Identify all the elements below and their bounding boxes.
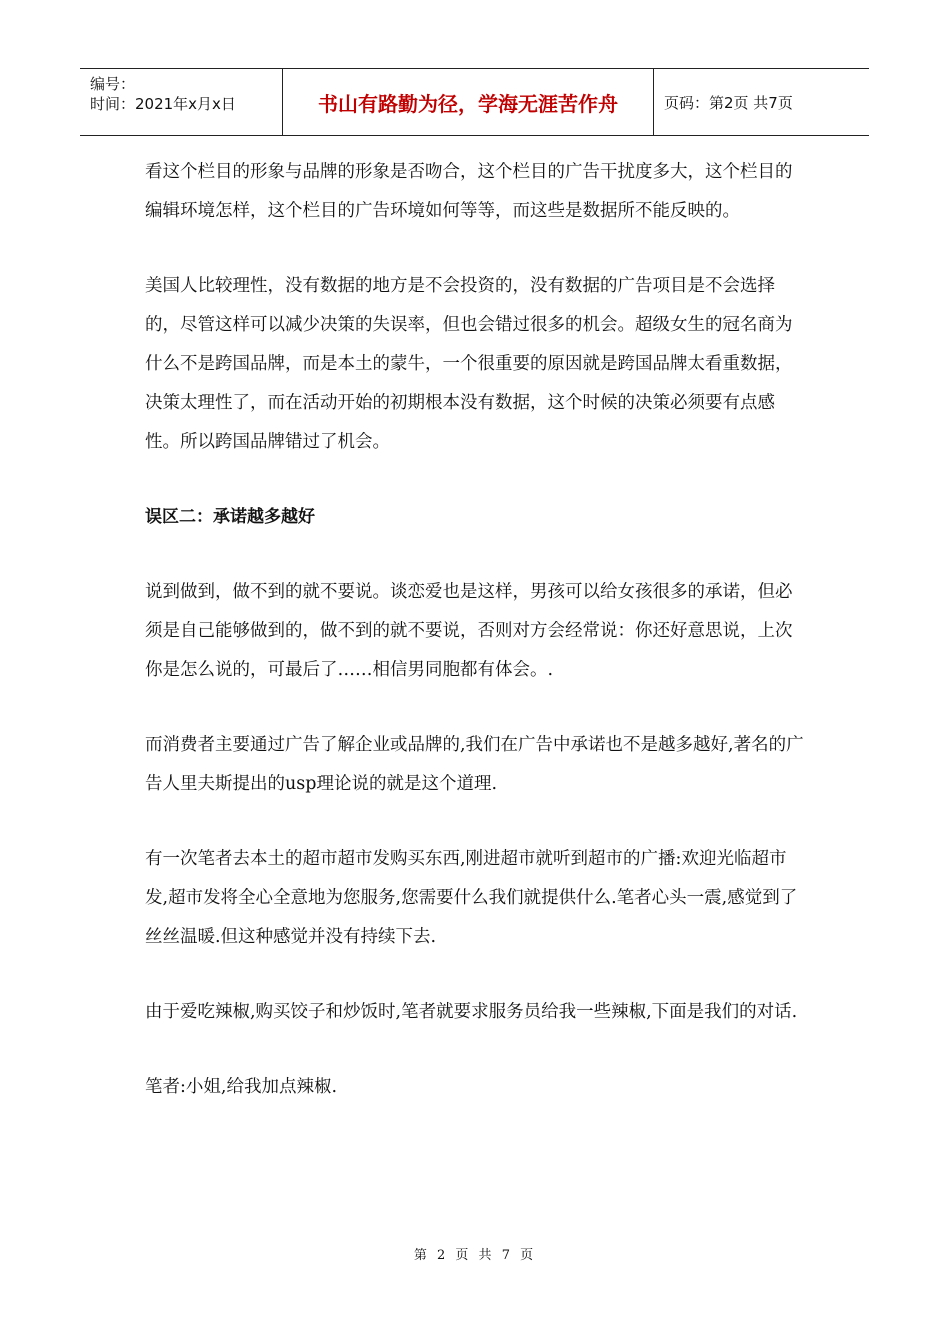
- body-paragraph: 看这个栏目的形象与品牌的形象是否吻合，这个栏目的广告干扰度多大，这个栏目的编辑环境怎样，这个栏目的广告环境如何等等，而这些是数据所不能反映的。: [145, 162, 793, 221]
- page-header: [80, 68, 869, 136]
- document-number-label: 编号：: [90, 75, 136, 93]
- body-paragraph: 而消费者主要通过广告了解企业或品牌的,我们在广告中承诺也不是越多越好,著名的广告人里夫斯提出的usp理论说的就是这个道理.: [145, 735, 804, 794]
- section-heading: 误区二：承诺越多越好: [145, 507, 315, 527]
- header-meta: [80, 69, 282, 135]
- body-paragraph: 说到做到，做不到的就不要说。谈恋爱也是这样，男孩可以给女孩很多的承诺，但必须是自己能够做到的，做不到的就不要说，否则对方会经常说：你还好意思说，上次你是怎么说的，可最后了……相信男同胞都有体会。.: [145, 582, 793, 680]
- body-paragraph: 美国人比较理性，没有数据的地方是不会投资的，没有数据的广告项目是不会选择的，尽管这样可以减少决策的失误率，但也会错过很多的机会。超级女生的冠名商为什么不是跨国品牌，而是本土的蒙牛，一个很重要的原因就是跨国品牌太看重数据，决策太理性了，而在活动开始的初期根本没有数据，这个时候的决策必须要有点感性。所以跨国品牌错过了机会。: [145, 276, 793, 452]
- header-motto: 书山有路勤为径，学海无涯苦作舟: [282, 69, 654, 135]
- body-paragraph: 有一次笔者去本土的超市超市发购买东西,刚进超市就听到超市的广播:欢迎光临超市发,超市发将全心全意地为您服务,您需要什么我们就提供什么.笔者心头一震,感觉到了丝丝温暖.但这种感觉并没有持续下去.: [145, 849, 798, 947]
- document-date: 时间：2021年x月x日: [90, 95, 236, 113]
- page-footer: 第 2 页 共 7 页: [413, 1248, 537, 1263]
- body-paragraph: 笔者:小姐,给我加点辣椒.: [145, 1077, 338, 1097]
- header-page-code: 页码：第2页 共7页: [664, 93, 793, 112]
- body-paragraph: 由于爱吃辣椒,购买饺子和炒饭时,笔者就要求服务员给我一些辣椒,下面是我们的对话.: [145, 1002, 798, 1022]
- document-body: [145, 153, 805, 1143]
